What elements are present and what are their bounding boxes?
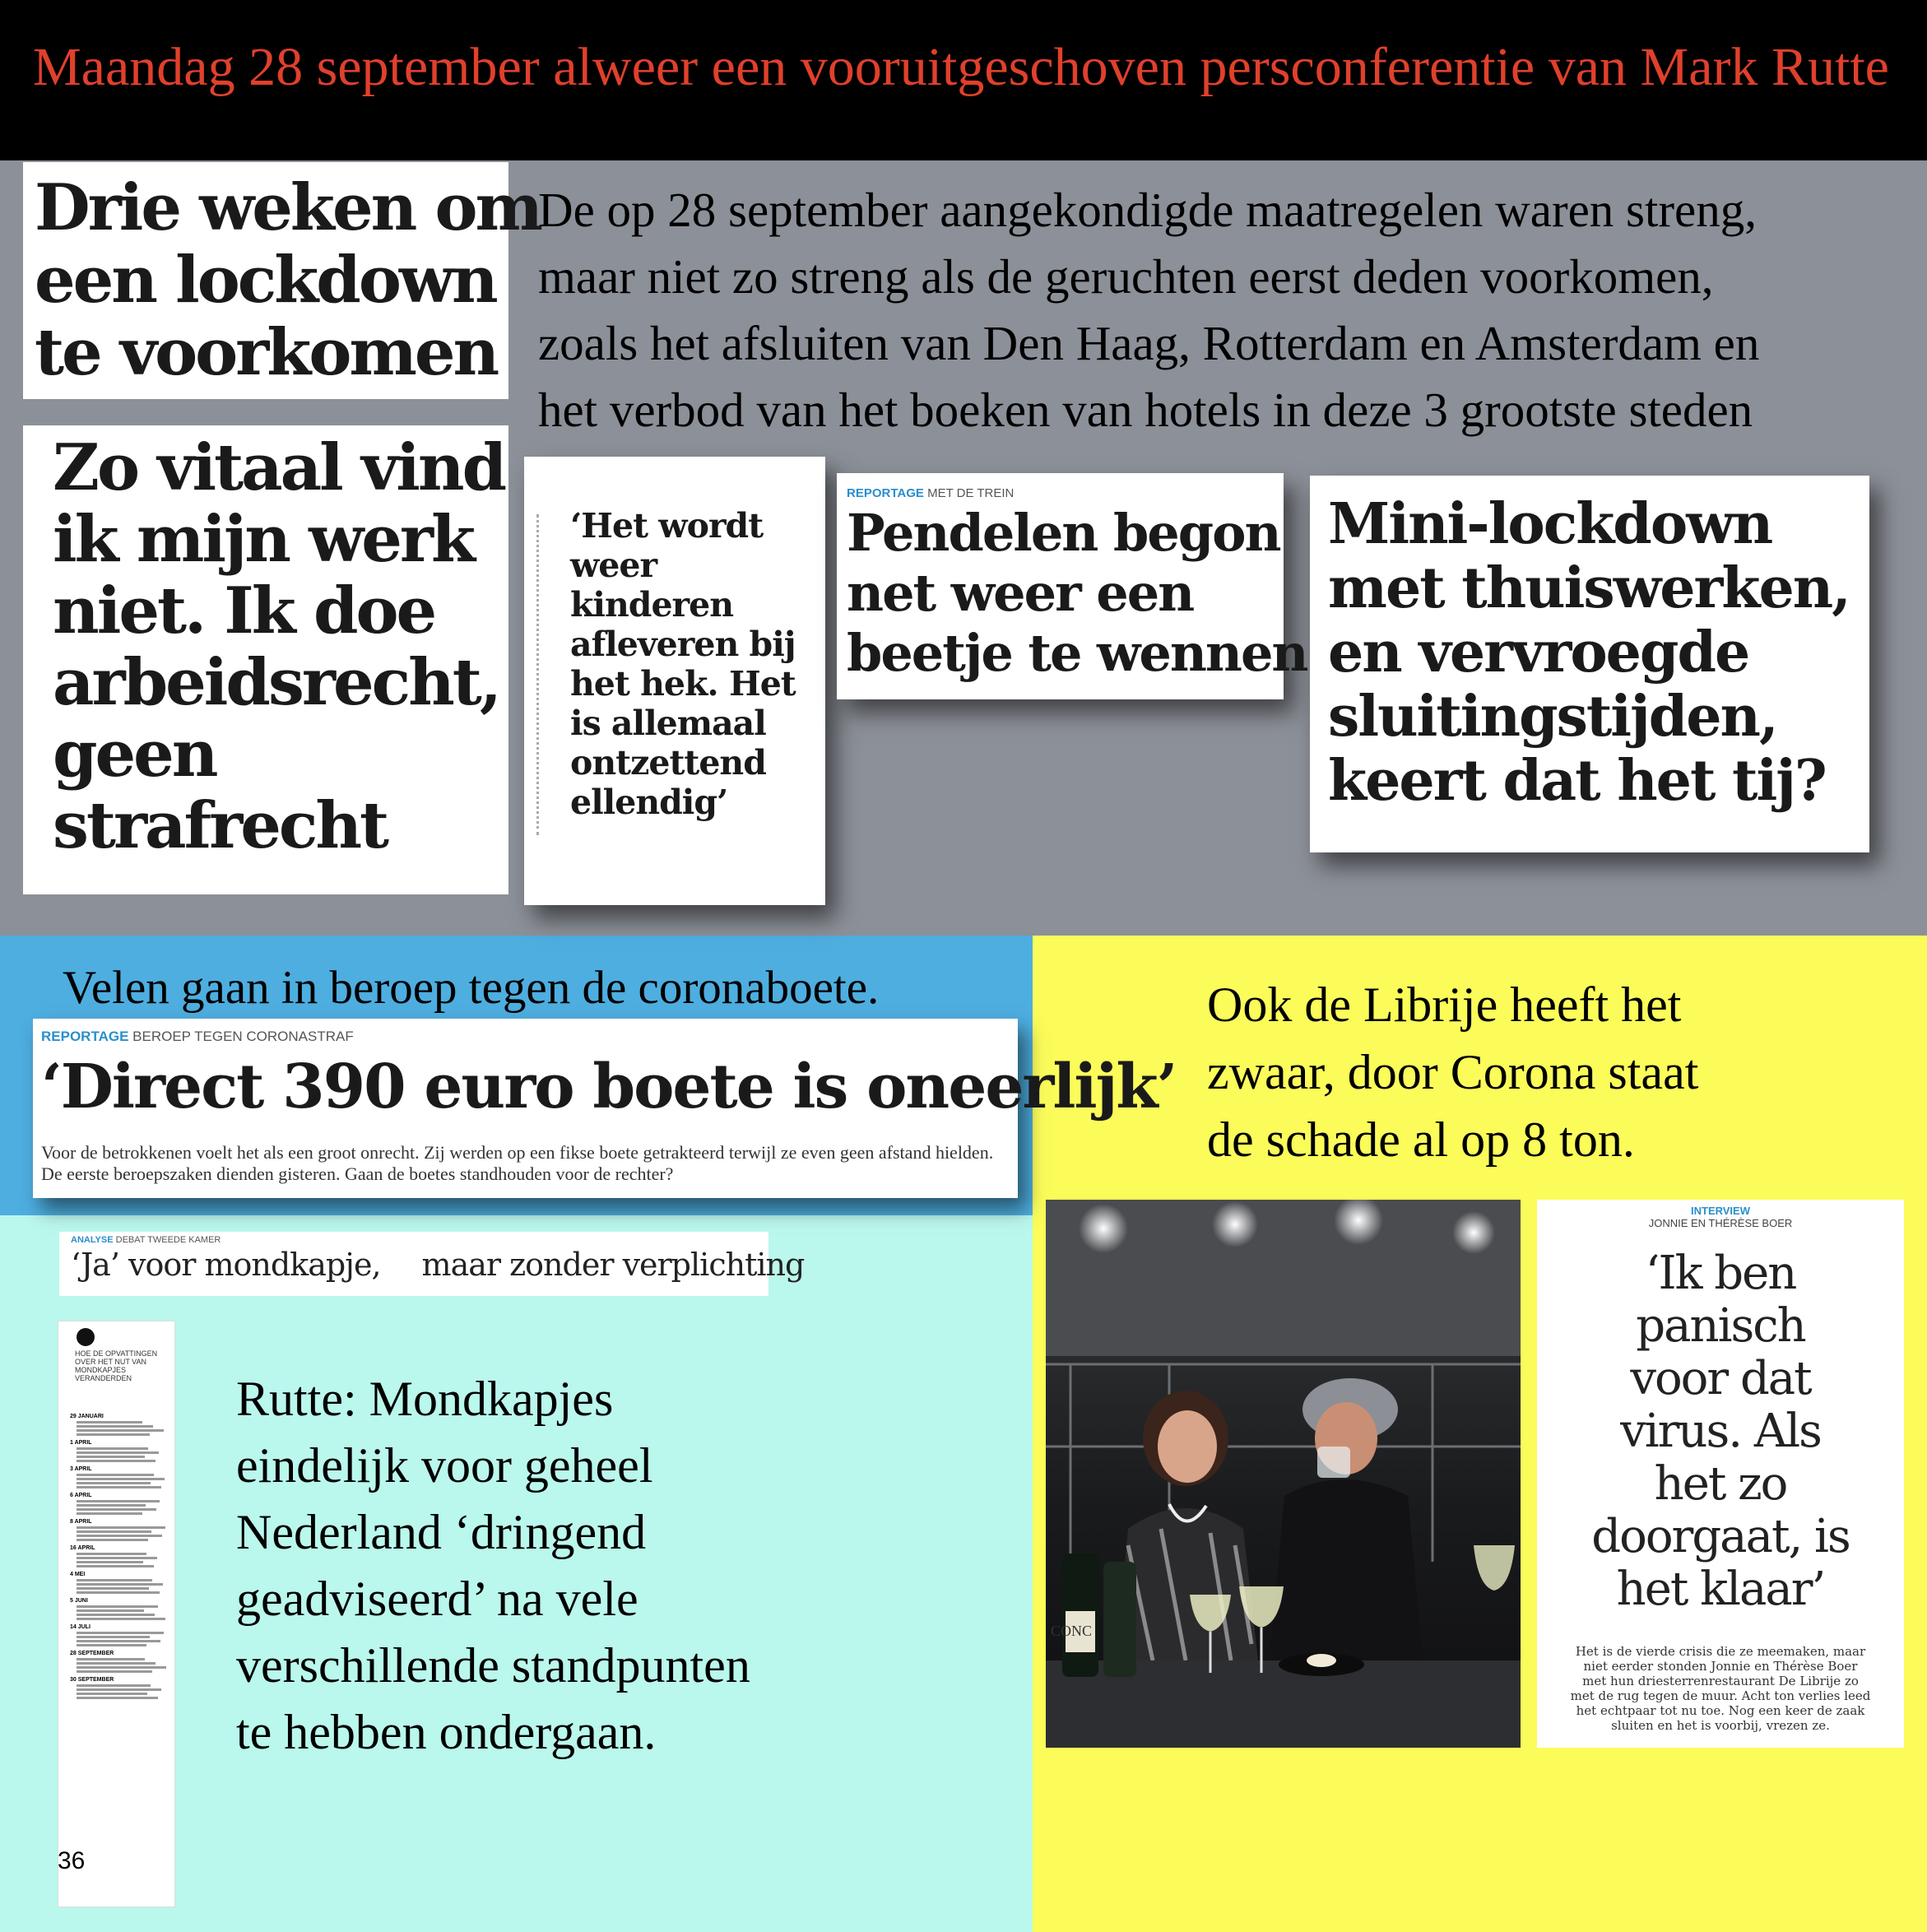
timeline-entry	[70, 1493, 170, 1515]
kicker-label: REPORTAGE	[847, 486, 924, 500]
maatregelen-text: De op 28 september aangekondigde maatregelen waren streng, maar niet zo streng als de geruchten eerst deden voorkomen, zoals het afsluiten van Den Haag, Rotterdam en Amsterdam en het verbod van het boeken van hotels in deze 3 grootste steden	[538, 183, 1760, 437]
clipping-lede: Het is de vierde crisis die ze meemaken, maar niet eerder stonden Jonnie en Thérèse Boer met hun driesterrenrestaurant De Librije zo met de rug tegen de muur. Acht ton verlies leed het echtpaar tot nu toe. Nog een keer de zaak sluiten en het is voorbij, vrezen ze.	[1570, 1644, 1871, 1733]
timeline-text-line	[77, 1636, 150, 1638]
timeline-text-line	[77, 1508, 156, 1511]
timeline-text-line	[77, 1526, 165, 1529]
timeline-date: 28 SEPTEMBER	[70, 1651, 114, 1656]
timeline-text-line	[77, 1539, 148, 1541]
clipping-kicker: INTERVIEW	[1691, 1205, 1750, 1217]
timeline-text-line	[77, 1447, 148, 1450]
clipping-headline: ‘Direct 390 euro boete is oneerlijk’	[41, 1052, 1177, 1122]
timeline-text-line	[77, 1565, 154, 1567]
timeline-text-line	[77, 1482, 151, 1484]
timeline-date: 16 APRIL	[70, 1545, 95, 1551]
restaurant-photo	[1046, 1200, 1521, 1748]
timeline-text-line	[77, 1605, 158, 1608]
rutte-text: Rutte: Mondkapjes eindelijk voor geheel Nederland ‘dringend geadviseerd’ na vele verschillende standpunten te hebben ondergaan.	[236, 1372, 750, 1759]
timeline-text-line	[77, 1460, 156, 1462]
timeline-list	[70, 1414, 170, 1703]
timeline-entry	[70, 1651, 170, 1673]
timeline-text-line	[77, 1587, 149, 1590]
clipping-kicker	[41, 1029, 354, 1045]
kicker-label: ANALYSE	[71, 1235, 114, 1245]
timeline-text-line	[77, 1429, 164, 1432]
timeline-text-line	[77, 1693, 147, 1695]
timeline-text-line	[77, 1591, 160, 1594]
kicker-topic: DEBAT TWEEDE KAMER	[115, 1235, 221, 1245]
clipping-kicker	[847, 486, 1014, 500]
timeline-text-line	[77, 1666, 166, 1669]
timeline-text-line	[77, 1500, 160, 1502]
timeline-text-line	[77, 1451, 159, 1454]
clipping-kicker	[71, 1235, 221, 1245]
clipping-mondkapje	[59, 1232, 805, 1296]
timeline-text-line	[77, 1579, 152, 1581]
clipping-headline: Zo vitaal vind ik mijn werk niet. Ik doe arbeidsrecht, geen strafrecht	[53, 430, 505, 863]
timeline-date: 14 JULI	[70, 1624, 91, 1630]
timeline-text-line	[77, 1553, 146, 1555]
clipping-headline: Drie weken om een lockdown te voorkomen	[35, 170, 541, 390]
timeline-date: 5 JUNI	[70, 1598, 88, 1604]
kicker-topic: MET DE TREIN	[927, 486, 1015, 500]
timeline-entry	[70, 1466, 170, 1488]
headline-part-2: maar zonder verplichting	[421, 1247, 805, 1283]
clipping-headline: Pendelen begon net weer een beetje te wennen	[847, 503, 1307, 683]
timeline-text-line	[77, 1658, 145, 1660]
timeline-text-line	[77, 1670, 152, 1673]
page-number: 36	[58, 1847, 86, 1874]
timeline-text-line	[77, 1640, 160, 1642]
clipping-timeline	[58, 1321, 175, 1907]
timeline-date: 29 JANUARI	[70, 1414, 104, 1419]
timeline-text-line	[77, 1504, 146, 1507]
timeline-text-line	[77, 1684, 151, 1687]
kicker-topic: BEROEP TEGEN CORONASTRAF	[132, 1029, 354, 1044]
timeline-text-line	[77, 1557, 157, 1559]
clipping-lede: Voor de betrokkenen voelt het als een groot onrecht. Zij werden op een fikse boete getrakteerd terwijl ze even geen afstand hielden. De eerste beroepszaken dienden gisteren. Gaan de boetes standhouden voor de rechter?	[41, 1142, 994, 1184]
clipping-drie-weken	[23, 162, 541, 399]
timeline-entry	[70, 1572, 170, 1594]
timeline-text-line	[77, 1614, 155, 1616]
timeline-text-line	[77, 1478, 165, 1480]
timeline-text-line	[77, 1421, 142, 1423]
timeline-entry	[70, 1519, 170, 1541]
timeline-entry	[70, 1624, 170, 1646]
clipping-quote: ‘Het wordt weer kinderen afleveren bij het hek. Het is allemaal ontzettend ellendig’	[570, 506, 796, 822]
timeline-text-line	[77, 1425, 153, 1428]
clipping-vitaal	[23, 425, 508, 894]
clipping-pendelen	[837, 473, 1307, 699]
timeline-text-line	[77, 1530, 151, 1533]
timeline-text-line	[77, 1688, 161, 1691]
clipping-subkicker: JONNIE EN THÉRÈSE BOER	[1648, 1217, 1793, 1229]
headline-part-1: ‘Ja’ voor mondkapje,	[71, 1247, 381, 1283]
clipping-quote: ‘Ik ben panisch voor dat virus. Als het zo doorgaat, is het klaar’	[1591, 1247, 1850, 1616]
timeline-text-line	[77, 1697, 158, 1699]
kicker-label: REPORTAGE	[41, 1029, 129, 1044]
timeline-entry	[70, 1414, 170, 1436]
clipping-headline: Mini-lockdown met thuiswerken, en vervroegde sluitingstijden, keert dat het tij?	[1328, 491, 1850, 814]
timeline-date: 4 MEI	[70, 1572, 86, 1577]
timeline-text-line	[77, 1609, 144, 1612]
timeline-date: 8 APRIL	[70, 1519, 92, 1525]
timeline-date: 3 APRIL	[70, 1466, 92, 1472]
photo-illustration	[1046, 1200, 1521, 1748]
timeline-entry	[70, 1440, 170, 1462]
timeline-entry	[70, 1545, 170, 1567]
timeline-text-line	[77, 1486, 161, 1488]
velen-text: Velen gaan in beroep tegen de coronaboete.	[63, 962, 880, 1014]
timeline-text-line	[77, 1632, 164, 1634]
dotted-rule	[536, 514, 539, 835]
timeline-date: 1 APRIL	[70, 1440, 92, 1446]
title-bar	[0, 0, 1927, 160]
clipping-mini-lockdown	[1310, 476, 1869, 852]
timeline-text-line	[77, 1512, 142, 1515]
bottle-label: CONC	[1051, 1623, 1093, 1639]
timeline-text-line	[77, 1456, 145, 1458]
timeline-text-line	[77, 1535, 162, 1537]
timeline-text-line	[77, 1618, 165, 1620]
timeline-entry	[70, 1598, 170, 1620]
face-mask-icon	[77, 1328, 95, 1346]
librije-text: Ook de Librije heeft het zwaar, door Corona staat de schade al op 8 ton.	[1207, 978, 1699, 1167]
timeline-heading: HOE DE OPVATTINGEN OVER HET NUT VAN MONDKAPJES VERANDERDEN	[75, 1349, 158, 1382]
timeline-text-line	[77, 1561, 143, 1563]
timeline-date: 30 SEPTEMBER	[70, 1677, 114, 1683]
timeline-text-line	[77, 1644, 146, 1646]
clipping-interview	[1537, 1200, 1904, 1748]
timeline-date: 6 APRIL	[70, 1493, 92, 1498]
timeline-text-line	[77, 1583, 163, 1586]
clipping-headline	[71, 1247, 845, 1283]
timeline-text-line	[77, 1433, 150, 1436]
page-title: Maandag 28 september alweer een vooruitgeschoven persconferentie van Mark Rutte	[33, 37, 1889, 97]
clipping-hek	[524, 457, 825, 905]
timeline-text-line	[77, 1662, 156, 1665]
clipping-boete	[33, 1019, 1177, 1198]
timeline-entry	[70, 1677, 170, 1699]
timeline-text-line	[77, 1474, 154, 1476]
